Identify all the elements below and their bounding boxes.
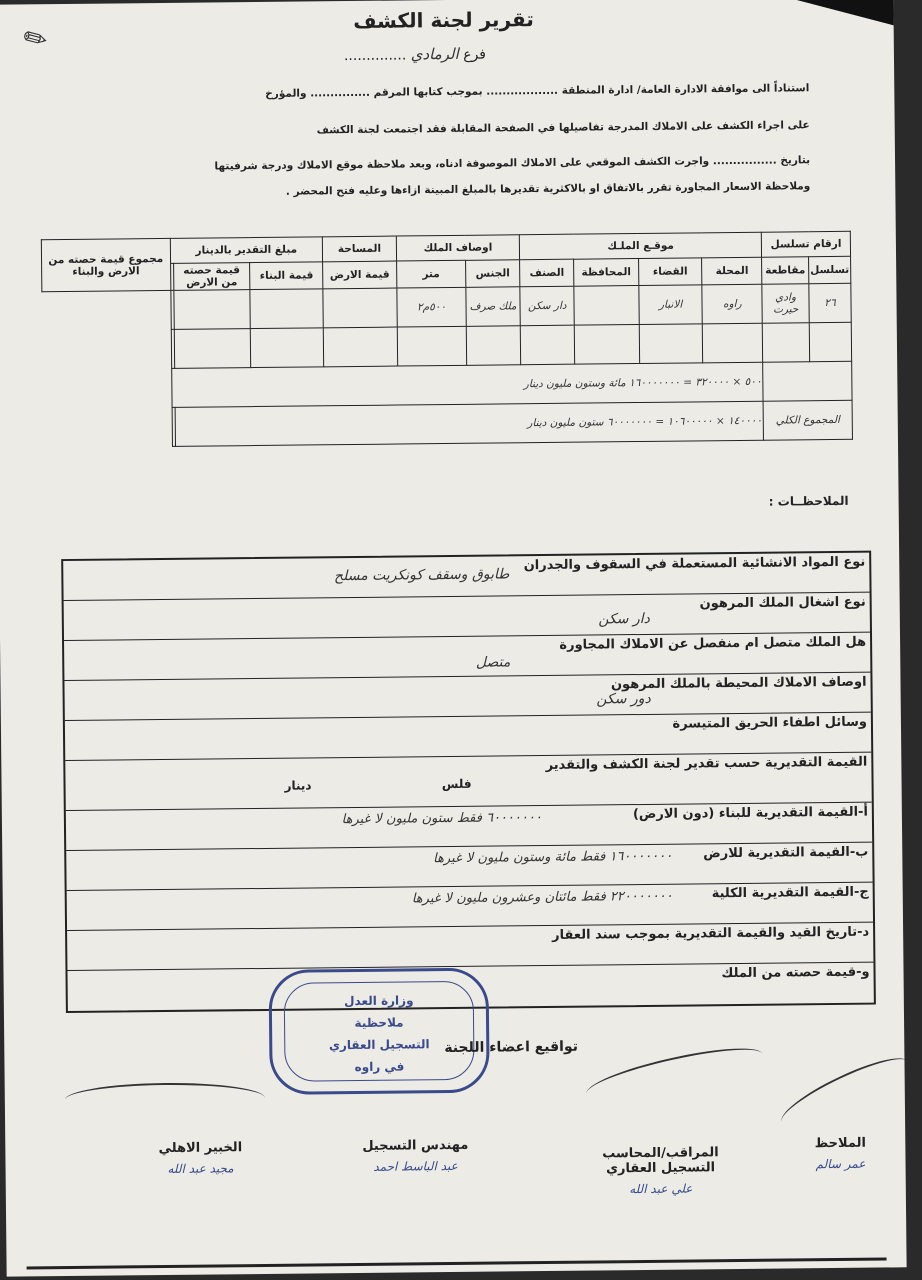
row-total-value: ج-القيمة التقديرية الكلية ٢٢٠٠٠٠٠٠٠ فقط مائتان وعشرون مليون لا غيرها [67,883,873,931]
row-occupancy: نوع اشغال الملك المرهون دار سكن [64,593,870,641]
th-area: المساحة [323,236,397,262]
details-form [61,551,876,1013]
th-parcel: مقاطعة [762,257,809,284]
th-meter: متر [396,260,465,288]
th-mahalla: المحلة [702,257,762,285]
th-building-value: قيمة البناء [250,262,323,290]
report-title: تقرير لجنة الكشف [353,7,534,33]
branch-value: الرمادي [410,44,459,64]
intro-line-4: وملاحظة الاسعار المجاورة تقرر بالاتفاق او بالاكثرية تقديرها بالمبلغ المبينة ازاءها وعليه فتح المحضر . [285,180,811,198]
cell-parcel: وادي حيرت [762,284,809,323]
row-materials: نوع المواد الانشائية المستعملة في السقوف والجدران طابوق وسقف كونكريت مسلح [63,553,869,601]
th-location: موقـع الملـك [519,232,761,260]
official-stamp: وزارة العدل ملاحظية التسجيل العقاري في راوه [268,968,489,1095]
cell-building-calc: ١٤٠٠٠٠ × ١٠٦٠٠٠٠٠ = ٦٠٠٠٠٠٠٠ ستون مليون دينار [175,401,764,446]
row-land-value: ب-القيمة التقديرية للارض ١٦٠٠٠٠٠٠٠ فقط مائة وستون مليون لا غيرها [66,843,872,891]
cell-mahalla: راوه [702,284,762,324]
th-estimate: مبلغ التقدير بالدينار [170,237,323,264]
intro-line-2: على اجراء الكشف على الاملاك المدرجة تفاصيلها في الصفحة المقابلة فقد اجتمعت لجنة الكشف [316,119,810,137]
row-attached: هل الملك متصل ام منفصل عن الاملاك المجاورة متصل [64,633,870,681]
row-share-value: و-قيمة حصته من الملك [721,964,870,982]
signature-scribble [583,1038,766,1108]
th-type: الصنف [520,259,574,287]
property-table [41,231,853,448]
th-total: مجموع قيمة حصته من الارض والبناء [41,238,170,291]
cell-seq: ٢٦ [809,283,851,322]
signature-observer: الملاحظ عمر سالم [814,1135,867,1172]
page-bottom-rule [27,1257,887,1269]
signature-expert: الخبير الاهلي مجيد عبد الله [158,1140,243,1176]
branch-line: فرع الرمادي .............. [343,44,487,65]
cell-area: ٥٠٠م٢ [397,287,467,327]
signature-scribble [775,1047,915,1136]
row-fire: وسائل اطفاء الحريق المتيسرة [65,713,871,761]
th-qada: القضاء [638,258,702,286]
row-building-value: أ-القيمة التقديرية للبناء (دون الارض) ٦٠٠٠٠٠٠٠ فقط ستون مليون لا غيرها [66,803,872,851]
signature-scribble [65,1082,265,1116]
signature-auditor: المراقب/المحاسب التسجيل العقاري علي عبد الله [602,1145,719,1197]
th-share-value: قيمة حصته من الارض [173,263,250,291]
intro-line-3: بتاريخ ................ واجرت الكشف الموقعي على الاملاك الموصوفة ادناه، وبعد ملاحظة موقع الاملاك ودرجة شرفيتها [214,154,811,173]
intro-line-1: استناداً الى موافقة الادارة العامة/ ادارة المنطقة .................. بموجب كتابها المرقم ............... والمؤرخ [265,82,810,100]
th-jins: الجنس [466,260,520,288]
branch-label: فرع [463,46,487,63]
cell-land-calc: ٥٠٠ × ٣٢٠٠٠٠ = ١٦٠٠٠٠٠٠٠ مائة وستون مليون دينار [171,362,763,407]
signature-engineer: مهندس التسجيل عبد الباسط احمد [362,1137,469,1174]
cell-total-label: المجموع الكلي [763,400,852,440]
cell-type: دار سكن [520,286,575,326]
signatures-title: تواقيع اعضاء اللجنة [444,1038,579,1057]
row-surroundings: اوصاف الاملاك المحيطة بالملك المرهون دور سكن [64,673,870,721]
notes-label: الملاحظــات : [768,493,849,509]
cell-qada: الانبار [639,285,703,325]
th-land-value: قيمة الارض [323,261,397,289]
th-gov: المحافظة [574,259,639,287]
th-desc: اوصاف الملك [396,235,520,261]
row-registry-date: د-تاريخ القيد والقيمة التقديرية بموجب سند العقار [67,923,873,971]
th-seq: ارقام تسلسل [761,231,850,257]
pen-mark-icon: ✎ [16,18,54,59]
cell-gov [574,286,639,326]
table-row [43,400,852,447]
cell-jins: ملك صرف [466,287,521,327]
row-estimate-header: القيمة التقديرية حسب تقدير لجنة الكشف والتقدير فلس دينار [65,753,871,811]
th-seq-no: تسلسل [809,256,851,283]
